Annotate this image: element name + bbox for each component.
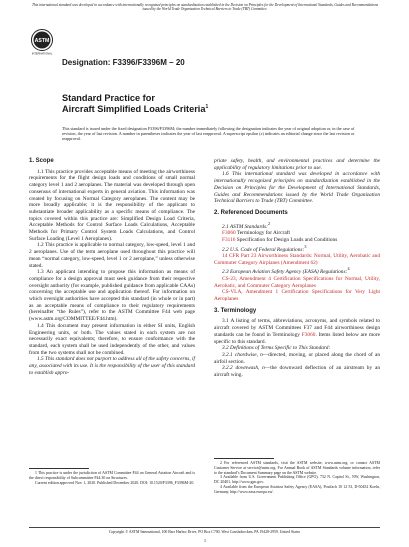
reference-14cfr23: 14 CFR Part 23 Airworthiness Standards: Normal, Utility, Aerobatic and Commuter Category Airplanes (Amendment 62) (214, 253, 380, 266)
link-f3060-terminology[interactable]: F3060 (301, 331, 316, 338)
standard-issuance-note: This standard is issued under the fixed designation F3396/F3396M; the number immediately following the designation indicates the year of original adoption or, in the case of revision, the year of last revision. A number in parentheses indicates the year of last reapproval. A superscript epsilon (ε) indicates an editorial change since the last revision or reapproval. (62, 126, 355, 142)
title-text: Aircraft Simplified Loads Criteria (62, 104, 206, 115)
link-csvla[interactable]: CS-VLA, Amendment 1 (222, 289, 279, 296)
paragraph-3-2-1: 3.2.1 chordwise, n—directed, moving, or placed along the chord of an airfoil section. (214, 351, 381, 365)
cfr-heading: 2.2 U.S. Code of Federal Regulations:$^3$ (222, 243, 307, 253)
footnote-3: 3 Available from U.S. Government Publishing Office (GPO), 732 N. Capitol St., NW, Washington, DC 20401, http://www.gpo.gov. (214, 475, 380, 485)
international-standard-notice: This international standard was developed in accordance with internationally recognized principles on standardization established in the Decision on Principles for the Development of International Standards, Guides and Recommendations issued by the World Trade Organization Technical Barriers to Trade (TBT) Committee. (31, 3, 379, 12)
right-column (214, 158, 380, 379)
paragraph-1-5: 1.5 This standard does not purport to address all of the safety concerns, if any, associated with its use. It is the responsibility of the user of this standard to establish appro- (29, 356, 195, 376)
paragraph-3-2: 3.2 Definitions of Terms Specific to This Standard: (222, 345, 331, 352)
astm-logo-icon (30, 28, 54, 56)
section-heading-referenced-documents: 2. Referenced Documents (214, 209, 288, 216)
section-heading-scope: 1. Scope (29, 158, 54, 164)
page-number: 1 (203, 538, 207, 543)
astm-logo (30, 28, 54, 56)
link-cs23[interactable]: CS-23, Amendment 4 (222, 275, 271, 282)
reference-csvla: CS-VLA, Amendment 1 Certification Specifications for Very Light Aeroplanes (214, 289, 380, 302)
copyright-line: Copyright © ASTM International, 100 Barr Harbor Drive, PO Box C700, West Conshohocken, PA 19428-2959. United States (108, 530, 301, 534)
footnote-4: 4 Available from the European Aviation Safety Agency (EASA), Postfach 10 12 53, D-50452 Koeln, Germany, http://www.easa.europa.eu/. (214, 484, 380, 494)
footnote-1-edition: Current edition approved Nov. 1, 2020. Published December 2020. DOI: 10.1520/F3396_F3396M-20. (35, 480, 195, 485)
paragraph-1-3: 1.3 An applicant intending to propose this information as means of compliance for a design approval must seek guidance from their respective oversight authority (for example, published guidance from applicable CAAs) concerning the acceptable use and application thereof. For information on which oversight authorities have accepted this standard (in whole or in part) as an acceptable means of compliance to their regulatory requirements (hereinafter “the Rules”), refer to the ASTM Committee F44 web page (www.astm.org/COMMITTEE/F44.htm). (29, 269, 195, 323)
footnotes-left (29, 471, 195, 485)
title-line-1: Standard Practice for (62, 93, 155, 103)
logo-subtext: INTERNATIONAL (31, 52, 53, 56)
footnote-divider-right (214, 458, 274, 459)
footnote-2: 2 For referenced ASTM standards, visit the ASTM website, www.astm.org, or contact ASTM Customer Service at service@astm.org. For Annual Book of ASTM Standards volume information, refer to the standard’s Document Summary page on the ASTM website. (214, 461, 380, 475)
footnotes-right (214, 461, 380, 495)
reference-f3060: F3060 Terminology for Aircraft (222, 230, 290, 237)
section-heading-terminology: 3. Terminology (214, 307, 257, 314)
link-f3116[interactable]: F3116 (222, 236, 236, 243)
paragraph-1-5-continued: priate safety, health, and environmental practices and determine the applicability of regulatory limitations prior to use. (214, 158, 380, 171)
footnote-divider-left (29, 468, 89, 469)
reference-f3116: F3116 Specification for Design Loads and Conditions (222, 236, 338, 243)
title-line-2 (62, 104, 208, 114)
title-footnote-marker: 1 (205, 104, 209, 110)
footnote-1: 1 This practice is under the jurisdiction of ASTM Committee F44 on General Aviation Aircraft and is the direct responsibility of Subcommittee F44.30 on Structures. (29, 471, 195, 480)
paragraph-1-1: 1.1 This practice provides acceptable means of meeting the airworthiness requirements for the flight design loads and conditions of small normal category level 1 and 2 aeroplanes. The material was developed through open consensus of international experts in general aviation. This information was created by focusing on Normal Category aeroplanes. The content may be more broadly applicable; it is the responsibility of the applicant to substantiate broader applicability as a specific means of compliance. The topics covered within this practice are: Simplified Design Load Criteria, Acceptable Methods for Control Surface Loads Calculations, Acceptable Methods for Primary Control System Loads Calculations, and Control Surface Loading (Level 1 Aeroplanes). (29, 168, 195, 242)
link-14cfr23[interactable]: 14 CFR Part 23 (222, 253, 257, 259)
easa-heading: 2.3 European Aviation Safety Agency (EASA) Regulations:$^4$ (222, 266, 350, 276)
astm-standards-heading: 2.1 ASTM Standards:$^2$ (222, 220, 271, 230)
paragraph-3-1: 3.1 A listing of terms, abbreviations, acronyms, and symbols related to aircraft covered by ASTM Committees F37 and F44 airworthiness design standards can be found in Terminology F3060. Items listed below are more specific to this standard. (214, 318, 381, 345)
link-f3060[interactable]: F3060 (222, 230, 236, 237)
page-footer-divider (29, 527, 380, 528)
reference-cs23: CS-23, Amendment 4 Certification Specifications for Normal, Utility, Aerobatic, and Commuter Category Aeroplanes (214, 275, 380, 289)
paragraph-1-6: 1.6 This international standard was developed in accordance with internationally recognized principles on standardization established in the Decision on Principles for the Development of International Standards, Guides and Recommendations issued by the World Trade Organization Technical Barriers to Trade (TBT) Committee. (214, 171, 380, 205)
paragraph-1-2: 1.2 This practice is applicable to normal category, low-speed, level 1 and 2 aeroplanes. Use of the term aeroplane used throughout this practice will mean “normal category, low-speed, level 1 or 2 aeroplane,” unless otherwise stated. (29, 242, 195, 269)
left-column (29, 158, 195, 377)
paragraph-3-2-2: 3.2.2 downwash, n—the downward deflection of an airstream by an aircraft wing. (214, 365, 380, 379)
logo-text: ASTM (34, 38, 50, 45)
designation: Designation: F3396/F3396M – 20 (62, 58, 185, 67)
paragraph-1-4: 1.4 This document may present information in either SI units, English Engineering units, or both. The values stated in each system are not necessarily exact equivalents; therefore, to ensure conformance with the standard, each system shall be used independently of the other, and values from the two systems shall not be combined. (29, 322, 195, 356)
